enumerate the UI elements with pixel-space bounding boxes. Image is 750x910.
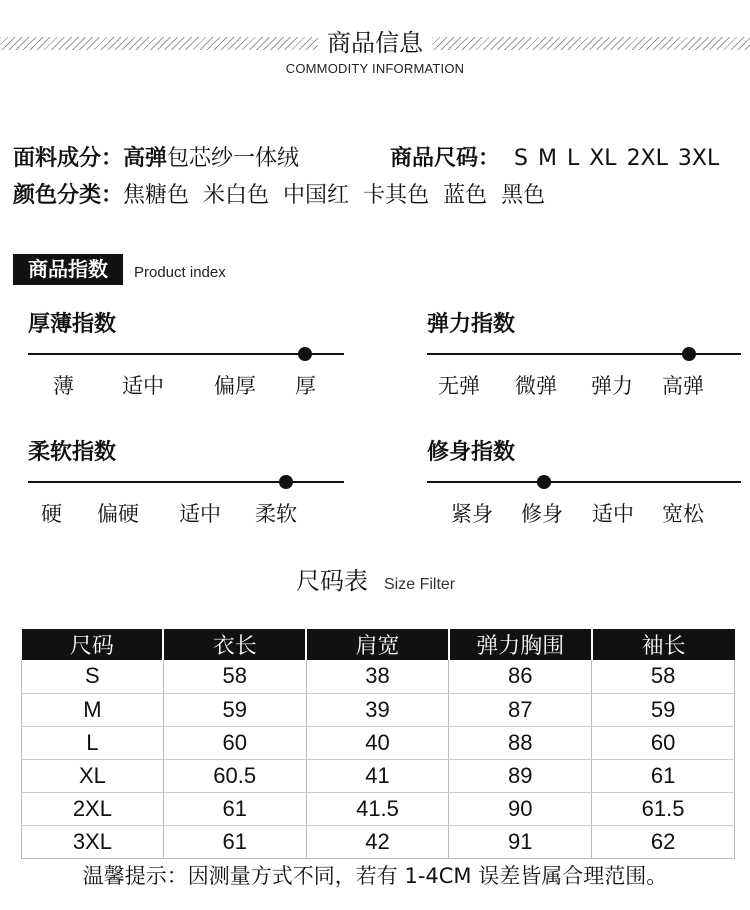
table-cell: 88 [449,726,592,759]
size-option: S [514,146,528,171]
table-cell: 61 [163,825,306,858]
size-option: 3XL [677,146,720,171]
table-cell: 2XL [22,792,164,825]
table-cell: 40 [306,726,449,759]
table-cell: 59 [592,693,735,726]
table-cell: 58 [592,660,735,693]
elasticity-index-label: 弹力 [591,374,633,398]
thickness-index-label: 薄 [53,374,74,398]
softness-index-label: 适中 [179,502,221,526]
fit-index-scale [427,481,741,483]
table-row [22,792,735,825]
section-title: 商品信息 [327,29,423,57]
color-label: 颜色分类： [13,183,124,208]
fit-index-marker [537,475,551,489]
table-header-cell: 肩宽 [306,629,449,660]
product-index-subtitle: Product index [134,264,226,281]
softness-index-scale [28,481,344,483]
size-option: L [566,146,580,171]
table-cell: 87 [449,693,592,726]
size-table [21,629,735,859]
fit-index-label: 修身 [521,502,563,526]
color-option: 中国红 [283,183,350,208]
table-row [22,759,735,792]
softness-index-label: 偏硬 [97,502,139,526]
size-row [390,144,719,174]
table-row [22,726,735,759]
softness-index-label: 柔软 [255,502,297,526]
fabric-row [13,144,299,174]
fit-index-label: 宽松 [662,502,704,526]
product-index-badge: 商品指数 [13,254,123,285]
elasticity-index-title: 弹力指数 [427,312,516,337]
table-cell: 91 [449,825,592,858]
measurement-note: 温馨提示：因测量方式不同，若有 1-4CM 误差皆属合理范围。 [82,864,668,888]
softness-index-marker [279,475,293,489]
table-cell: 39 [306,693,449,726]
table-cell: 60 [163,726,306,759]
table-cell: 61 [163,792,306,825]
table-cell: M [22,693,164,726]
table-cell: 89 [449,759,592,792]
fabric-value-bold: 高弹 [123,146,168,171]
color-option: 米白色 [203,183,270,208]
elasticity-index-label: 高弹 [662,374,704,398]
table-cell: 86 [449,660,592,693]
thickness-index-marker [298,347,312,361]
table-cell: 60 [592,726,735,759]
size-table-subtitle: Size Filter [384,576,456,593]
fabric-label: 面料成分： [13,146,124,171]
table-cell: 59 [163,693,306,726]
color-option: 焦糖色 [123,183,190,208]
color-row [13,181,545,211]
elasticity-index-label: 无弹 [438,374,480,398]
table-row [22,660,735,693]
thickness-index-label: 适中 [122,374,164,398]
softness-index-title: 柔软指数 [28,440,117,465]
thickness-index-label: 偏厚 [214,374,256,398]
table-cell: XL [22,759,164,792]
table-cell: 61.5 [592,792,735,825]
table-header-cell: 袖长 [592,629,735,660]
section-subtitle: COMMODITY INFORMATION [285,61,465,76]
table-cell: 60.5 [163,759,306,792]
thickness-index-title: 厚薄指数 [28,312,117,337]
size-table-title: 尺码表 [296,567,368,595]
table-header-cell: 弹力胸围 [449,629,592,660]
thickness-index-label: 厚 [295,374,316,398]
color-option: 蓝色 [443,183,488,208]
elasticity-index-label: 微弹 [515,374,557,398]
table-cell: 3XL [22,825,164,858]
color-option: 卡其色 [363,183,430,208]
table-cell: 62 [592,825,735,858]
table-row [22,825,735,858]
table-header-row [22,629,735,660]
size-label: 商品尺码： [390,146,501,171]
fit-index-label: 紧身 [451,502,493,526]
table-cell: 61 [592,759,735,792]
size-option: XL [589,146,617,171]
fit-index-label: 适中 [592,502,634,526]
table-cell: 42 [306,825,449,858]
thickness-index-scale [28,353,344,355]
table-cell: L [22,726,164,759]
table-header-cell: 衣长 [163,629,306,660]
fit-index-title: 修身指数 [427,440,516,465]
table-cell: 38 [306,660,449,693]
table-cell: S [22,660,164,693]
table-cell: 58 [163,660,306,693]
size-option: 2XL [626,146,668,171]
table-cell: 41 [306,759,449,792]
table-cell: 90 [449,792,592,825]
fabric-value: 包芯纱一体绒 [167,146,300,171]
elasticity-index-marker [682,347,696,361]
color-option: 黑色 [501,183,546,208]
table-header-cell: 尺码 [22,629,164,660]
table-row [22,693,735,726]
softness-index-label: 硬 [41,502,62,526]
size-option: M [537,146,557,171]
table-cell: 41.5 [306,792,449,825]
